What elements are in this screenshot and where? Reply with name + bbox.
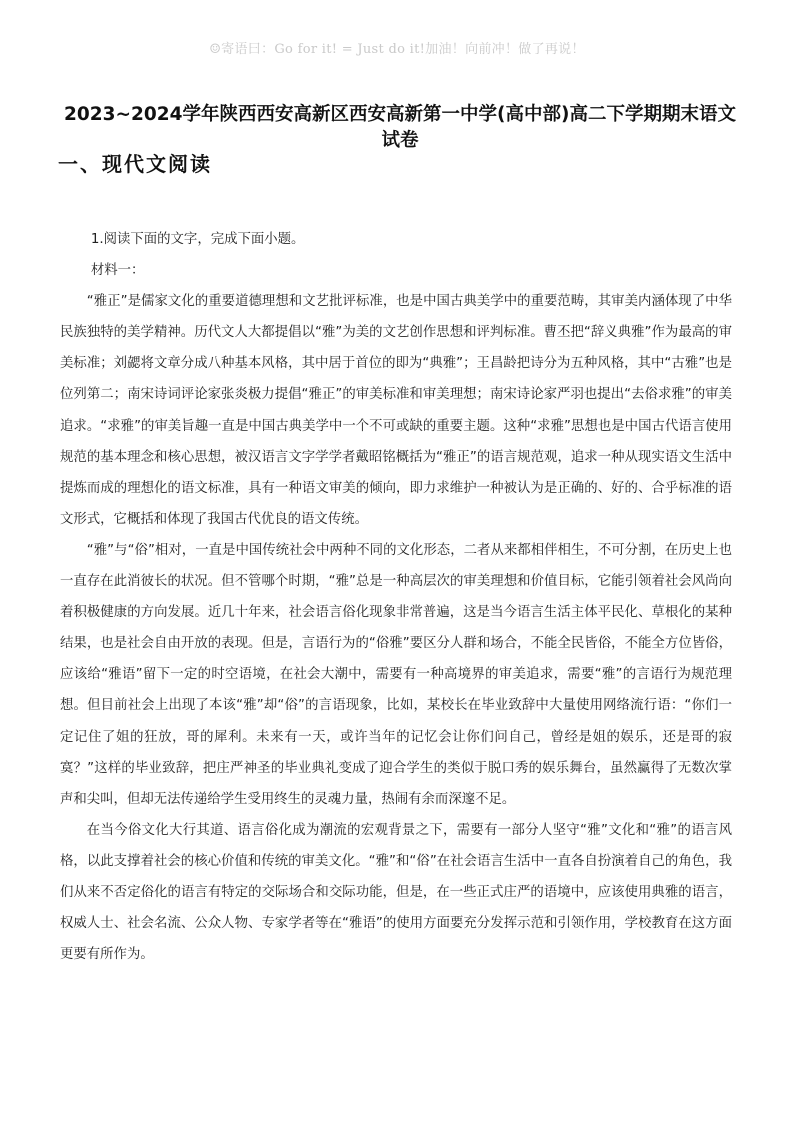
- passage-paragraph: “雅”与“俗”相对，一直是中国传统社会中两种不同的文化形态，二者从来都相伴相生，不可分割，在历史上也一直存在此消彼长的状况。但不管哪个时期，“雅”总是一种高层次的审美理想和价值目标，它能引领着社会风尚向着积极健康的方向发展。近几十年来，社会语言俗化现象非常普遍，这是当今语言生活主体平民化、草根化的某种结果，也是社会自由开放的表现。但是，言语行为的“俗雅”要区分人群和场合，不能全民皆俗，不能全方位皆俗，应该给“雅语”留下一定的时空语境，在社会大潮中，需要有一种高境界的审美追求，需要“雅”的言语行为规范理想。但目前社会上出现了本该“雅”却“俗”的言语现象，比如，某校长在毕业致辞中大量使用网络流行语：“你们一定记住了姐的狂放，哥的犀利。未来有一天，或许当年的记忆会让你们问自己，曾经是姐的娱乐，还是哥的寂寞？”这样的毕业致辞，把庄严神圣的毕业典礼变成了迎合学生的类似于脱口秀的娱乐舞台，虽然赢得了无数次掌声和尖叫，但却无法传递给学生受用终生的灵魂力量，热闹有余而深邃不足。: [60, 542, 732, 807]
- watermark: ☺寄语曰：Go for it! = Just do it!加油！向前冲！做了再说！: [209, 42, 585, 57]
- material-label: 材料一：: [90, 263, 145, 279]
- reading-passage: [60, 224, 732, 970]
- question-prompt: 1.阅读下面的文字，完成下面小题。: [90, 232, 305, 247]
- section-heading: 一、现代文阅读: [58, 152, 212, 176]
- passage-paragraph: “雅正”是儒家文化的重要道德理想和文艺批评标准，也是中国古典美学中的重要范畴，其审美内涵体现了中华民族独特的美学精神。历代文人大都提倡以“雅”为美的文艺创作思想和评判标准。曹丕把“辞义典雅”作为最高的审美标准；刘勰将文章分成八种基本风格，其中居于首位的即为“典雅”；王昌龄把诗分为五种风格，其中“古雅”也是位列第二；南宋诗词评论家张炎极力提倡“雅正”的审美标准和审美理想；南宋诗论家严羽也提出“去俗求雅”的审美追求。“求雅”的审美旨趣一直是中国古典美学中一个不可或缺的重要主题。这种“求雅”思想也是中国古代语言使用规范的基本理念和核心思想，被汉语言文字学学者戴昭铭概括为“雅正”的语言规范观，追求一种从现实语文生活中提炼而成的理想化的语文标准，具有一种语文审美的倾向，即力求维护一种被认为是正确的、好的、合乎标准的语文形式，它概括和体现了我国古代优良的语文传统。: [60, 294, 732, 527]
- passage-paragraph: 在当今俗文化大行其道、语言俗化成为潮流的宏观背景之下，需要有一部分人坚守“雅”文化和“雅”的语言风格，以此支撑着社会的核心价值和传统的审美文化。“雅”和“俗”在社会语言生活中一直各自扮演着自己的角色，我们从来不否定俗化的语言有特定的交际场合和交际功能，但是，在一些正式庄严的语境中，应该使用典雅的语言，权威人士、社会名流、公众人物、专家学者等在“雅语”的使用方面要充分发挥示范和引领作用，学校教育在这方面更要有所作为。: [60, 822, 732, 963]
- exam-title: 2023~2024学年陕西西安高新区西安高新第一中学(高中部)高二下学期期末语文试卷: [64, 104, 736, 152]
